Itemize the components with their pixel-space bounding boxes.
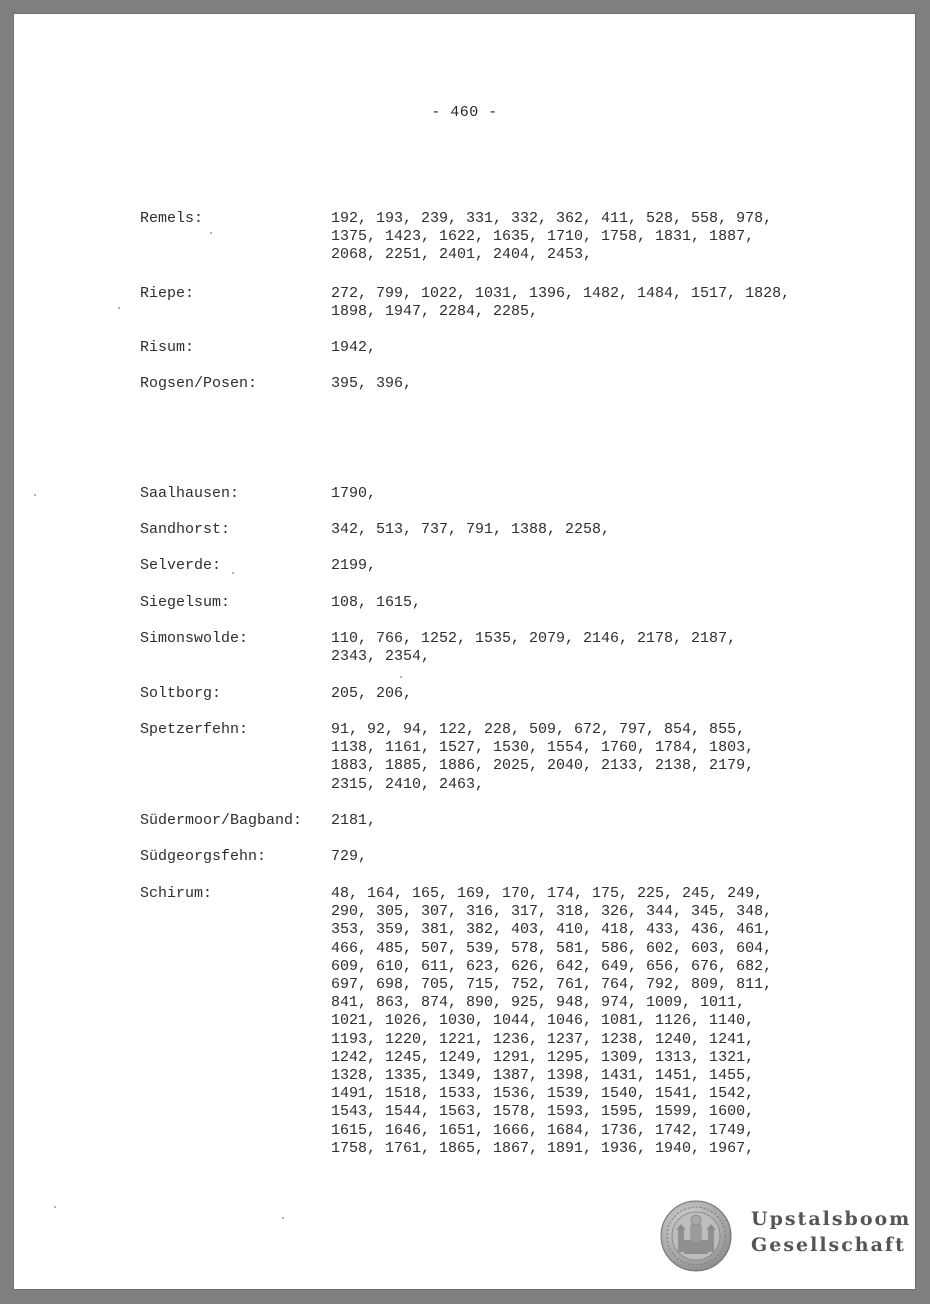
society-logo	[660, 1200, 910, 1276]
page-number: - 460 -	[431, 104, 498, 121]
scan-speck	[210, 232, 212, 234]
reference-numbers: 110, 766, 1252, 1535, 2079, 2146, 2178, 2187, 2343, 2354,	[331, 630, 737, 666]
logo-line-2: Gesellschaft	[751, 1234, 906, 1256]
place-name: Selverde:	[140, 557, 222, 574]
place-name: Simonswolde:	[140, 630, 249, 647]
place-name: Rogsen/Posen:	[140, 375, 258, 392]
scan-speck	[400, 676, 402, 678]
place-name: Soltborg:	[140, 685, 222, 702]
place-name: Südermoor/Bagband:	[140, 812, 303, 829]
scan-speck	[282, 1217, 284, 1219]
reference-numbers: 395, 396,	[331, 375, 413, 392]
reference-numbers: 1942,	[331, 339, 377, 356]
place-name: Saalhausen:	[140, 485, 240, 502]
reference-numbers: 108, 1615,	[331, 594, 422, 611]
reference-numbers: 205, 206,	[331, 685, 413, 702]
place-name: Schirum:	[140, 885, 213, 902]
place-name: Sandhorst:	[140, 521, 231, 538]
place-name: Risum:	[140, 339, 195, 356]
reference-numbers: 91, 92, 94, 122, 228, 509, 672, 797, 854, 855, 1138, 1161, 1527, 1530, 1554, 1760, 1784, 1803, 1883, 1885, 1886, 2025, 2040, 2133, 2138, 2179, 2315, 2410, 2463,	[331, 721, 755, 793]
place-name: Riepe:	[140, 285, 195, 302]
reference-numbers: 272, 799, 1022, 1031, 1396, 1482, 1484, 1517, 1828, 1898, 1947, 2284, 2285,	[331, 285, 791, 321]
reference-numbers: 2199,	[331, 557, 377, 574]
logo-line-1: Upstalsboom	[751, 1208, 912, 1230]
place-name: Spetzerfehn:	[140, 721, 249, 738]
reference-numbers: 2181,	[331, 812, 377, 829]
scan-speck	[54, 1206, 56, 1208]
logo-wordmark	[751, 1206, 911, 1258]
reference-numbers: 1790,	[331, 485, 377, 502]
document-page	[14, 14, 915, 1289]
reference-numbers: 729,	[331, 848, 368, 865]
place-name: Remels:	[140, 210, 204, 227]
seal-icon	[660, 1200, 732, 1272]
place-name: Südgeorgsfehn:	[140, 848, 267, 865]
reference-numbers: 192, 193, 239, 331, 332, 362, 411, 528, 558, 978, 1375, 1423, 1622, 1635, 1710, 1758, 1831, 1887, 2068, 2251, 2401, 2404, 2453,	[331, 210, 773, 264]
place-name: Siegelsum:	[140, 594, 231, 611]
scan-speck	[118, 307, 120, 309]
reference-numbers: 48, 164, 165, 169, 170, 174, 175, 225, 245, 249, 290, 305, 307, 316, 317, 318, 326, 344, 345, 348, 353, 359, 381, 382, 403, 410, 418, 433, 436, 461, 466, 485, 507, 539, 578, 581, 586, 602, 603, 604, 609, 610, 611, 623, 626, 642, 649, 656, 676, 682, 697, 698, 705, 715, 752, 761, 764, 792, 809, 811, 841, 863, 874, 890, 925, 948, 974, 1009, 1011, 1021, 1026, 1030, 1044, 1046, 1081, 1126, 1140, 1193, 1220, 1221, 1236, 1237, 1238, 1240, 1241, 1242, 1245, 1249, 1291, 1295, 1309, 1313, 1321, 1328, 1335, 1349, 1387, 1398, 1431, 1451, 1455, 1491, 1518, 1533, 1536, 1539, 1540, 1541, 1542, 1543, 1544, 1563, 1578, 1593, 1595, 1599, 1600, 1615, 1646, 1651, 1666, 1684, 1736, 1742, 1749, 1758, 1761, 1865, 1867, 1891, 1936, 1940, 1967,	[331, 885, 773, 1157]
scan-speck	[232, 572, 234, 574]
reference-numbers: 342, 513, 737, 791, 1388, 2258,	[331, 521, 611, 538]
scan-speck	[34, 494, 36, 496]
